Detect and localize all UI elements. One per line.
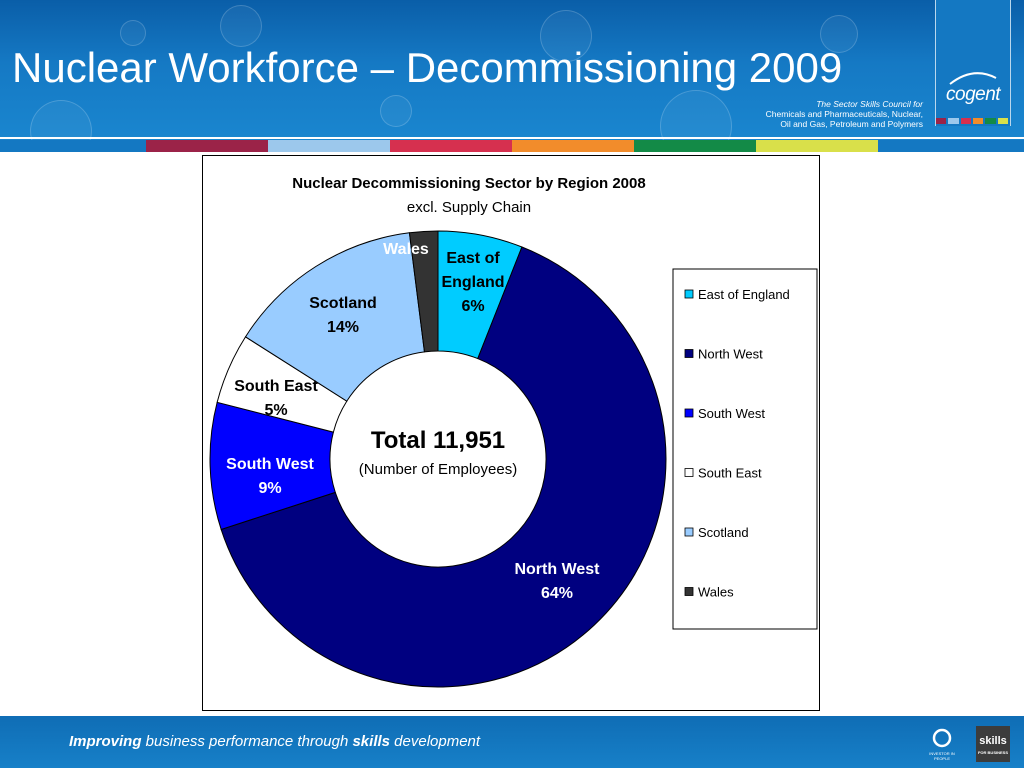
slide-title: Nuclear Workforce – Decommissioning 2009 [12, 44, 843, 91]
footer-word-development: development [390, 733, 481, 750]
data-label-line: South East [234, 378, 318, 395]
slide-header [0, 0, 1024, 140]
legend-label-wales: Wales [698, 584, 734, 600]
legend-swatch-south-west [685, 409, 693, 417]
logo-dot [961, 118, 971, 124]
center-total: Total 11,951 [370, 427, 506, 454]
iip-logo-text: INVESTOR IN PEOPLE [929, 751, 955, 761]
legend-swatch-east-of-england [685, 290, 693, 298]
legend-label-south-west: South West [698, 406, 765, 421]
header-divider [0, 137, 1024, 139]
legend-label-scotland: Scotland [698, 525, 749, 540]
data-label-line: 9% [258, 480, 282, 497]
logo-dot [936, 118, 946, 124]
data-label-line: 5% [264, 402, 288, 419]
legend-swatch-south-east [685, 469, 693, 477]
tagline-line-2: Chemicals and Pharmaceuticals, Nuclear, [765, 109, 923, 119]
skills-for-business-logo [976, 726, 1010, 762]
stripe-segment [634, 140, 756, 152]
legend-swatch-wales [685, 588, 693, 596]
tagline-line-3: Oil and Gas, Petroleum and Polymers [780, 119, 923, 129]
data-label-line: Scotland [309, 295, 377, 312]
skills-logo-text: skills [979, 735, 1007, 747]
data-label-line: East of [446, 250, 500, 267]
logo-dot [998, 118, 1008, 124]
data-label-line: 64% [540, 585, 574, 602]
stripe-segment [756, 140, 878, 152]
cogent-logo [935, 0, 1011, 126]
logo-dot [948, 118, 958, 124]
tagline-line-1: The Sector Skills Council for [816, 99, 923, 109]
stripe-segment [0, 140, 146, 152]
legend-label-north-west: North West [698, 346, 763, 362]
logo-dot [985, 118, 995, 124]
legend-swatch-north-west [685, 350, 693, 358]
data-label-line: South West [226, 456, 314, 473]
stripe-segment [512, 140, 634, 152]
logo-wordmark: cogent [946, 84, 1001, 105]
chart-frame [202, 155, 820, 711]
data-label-line: 14% [326, 319, 360, 336]
iip-ring-icon [925, 726, 959, 750]
skills-logo-sub: FOR BUSINESS [977, 750, 1008, 755]
stripe-segment [268, 140, 390, 152]
data-label-line: North West [514, 561, 600, 578]
logo-color-dots [936, 118, 1010, 124]
center-subtext: (Number of Employees) [358, 461, 518, 478]
chart-legend [673, 269, 817, 629]
data-label-line: 6% [461, 298, 485, 315]
investor-in-people-logo [925, 726, 959, 760]
chart-title: Nuclear Decommissioning Sector by Region 2008 [292, 175, 646, 192]
footer-slogan [69, 733, 480, 750]
data-label-wales [383, 241, 429, 258]
data-label-line: Wales [383, 241, 429, 258]
legend-swatch-scotland [685, 528, 693, 536]
donut-chart [203, 156, 819, 710]
stripe-segment [878, 140, 1024, 152]
legend-label-south-east: South East [698, 465, 762, 481]
chart-subtitle: excl. Supply Chain [406, 199, 532, 216]
slide-footer [0, 716, 1024, 768]
color-stripe [0, 140, 1024, 152]
data-label-line: England [441, 274, 505, 291]
stripe-segment [390, 140, 512, 152]
footer-word-business: business performance through [141, 733, 353, 750]
legend-label-east-of-england: East of England [698, 287, 790, 302]
logo-dot [973, 118, 983, 124]
footer-word-skills: skills [352, 733, 390, 750]
stripe-segment [146, 140, 268, 152]
footer-word-improving: Improving [69, 733, 142, 750]
